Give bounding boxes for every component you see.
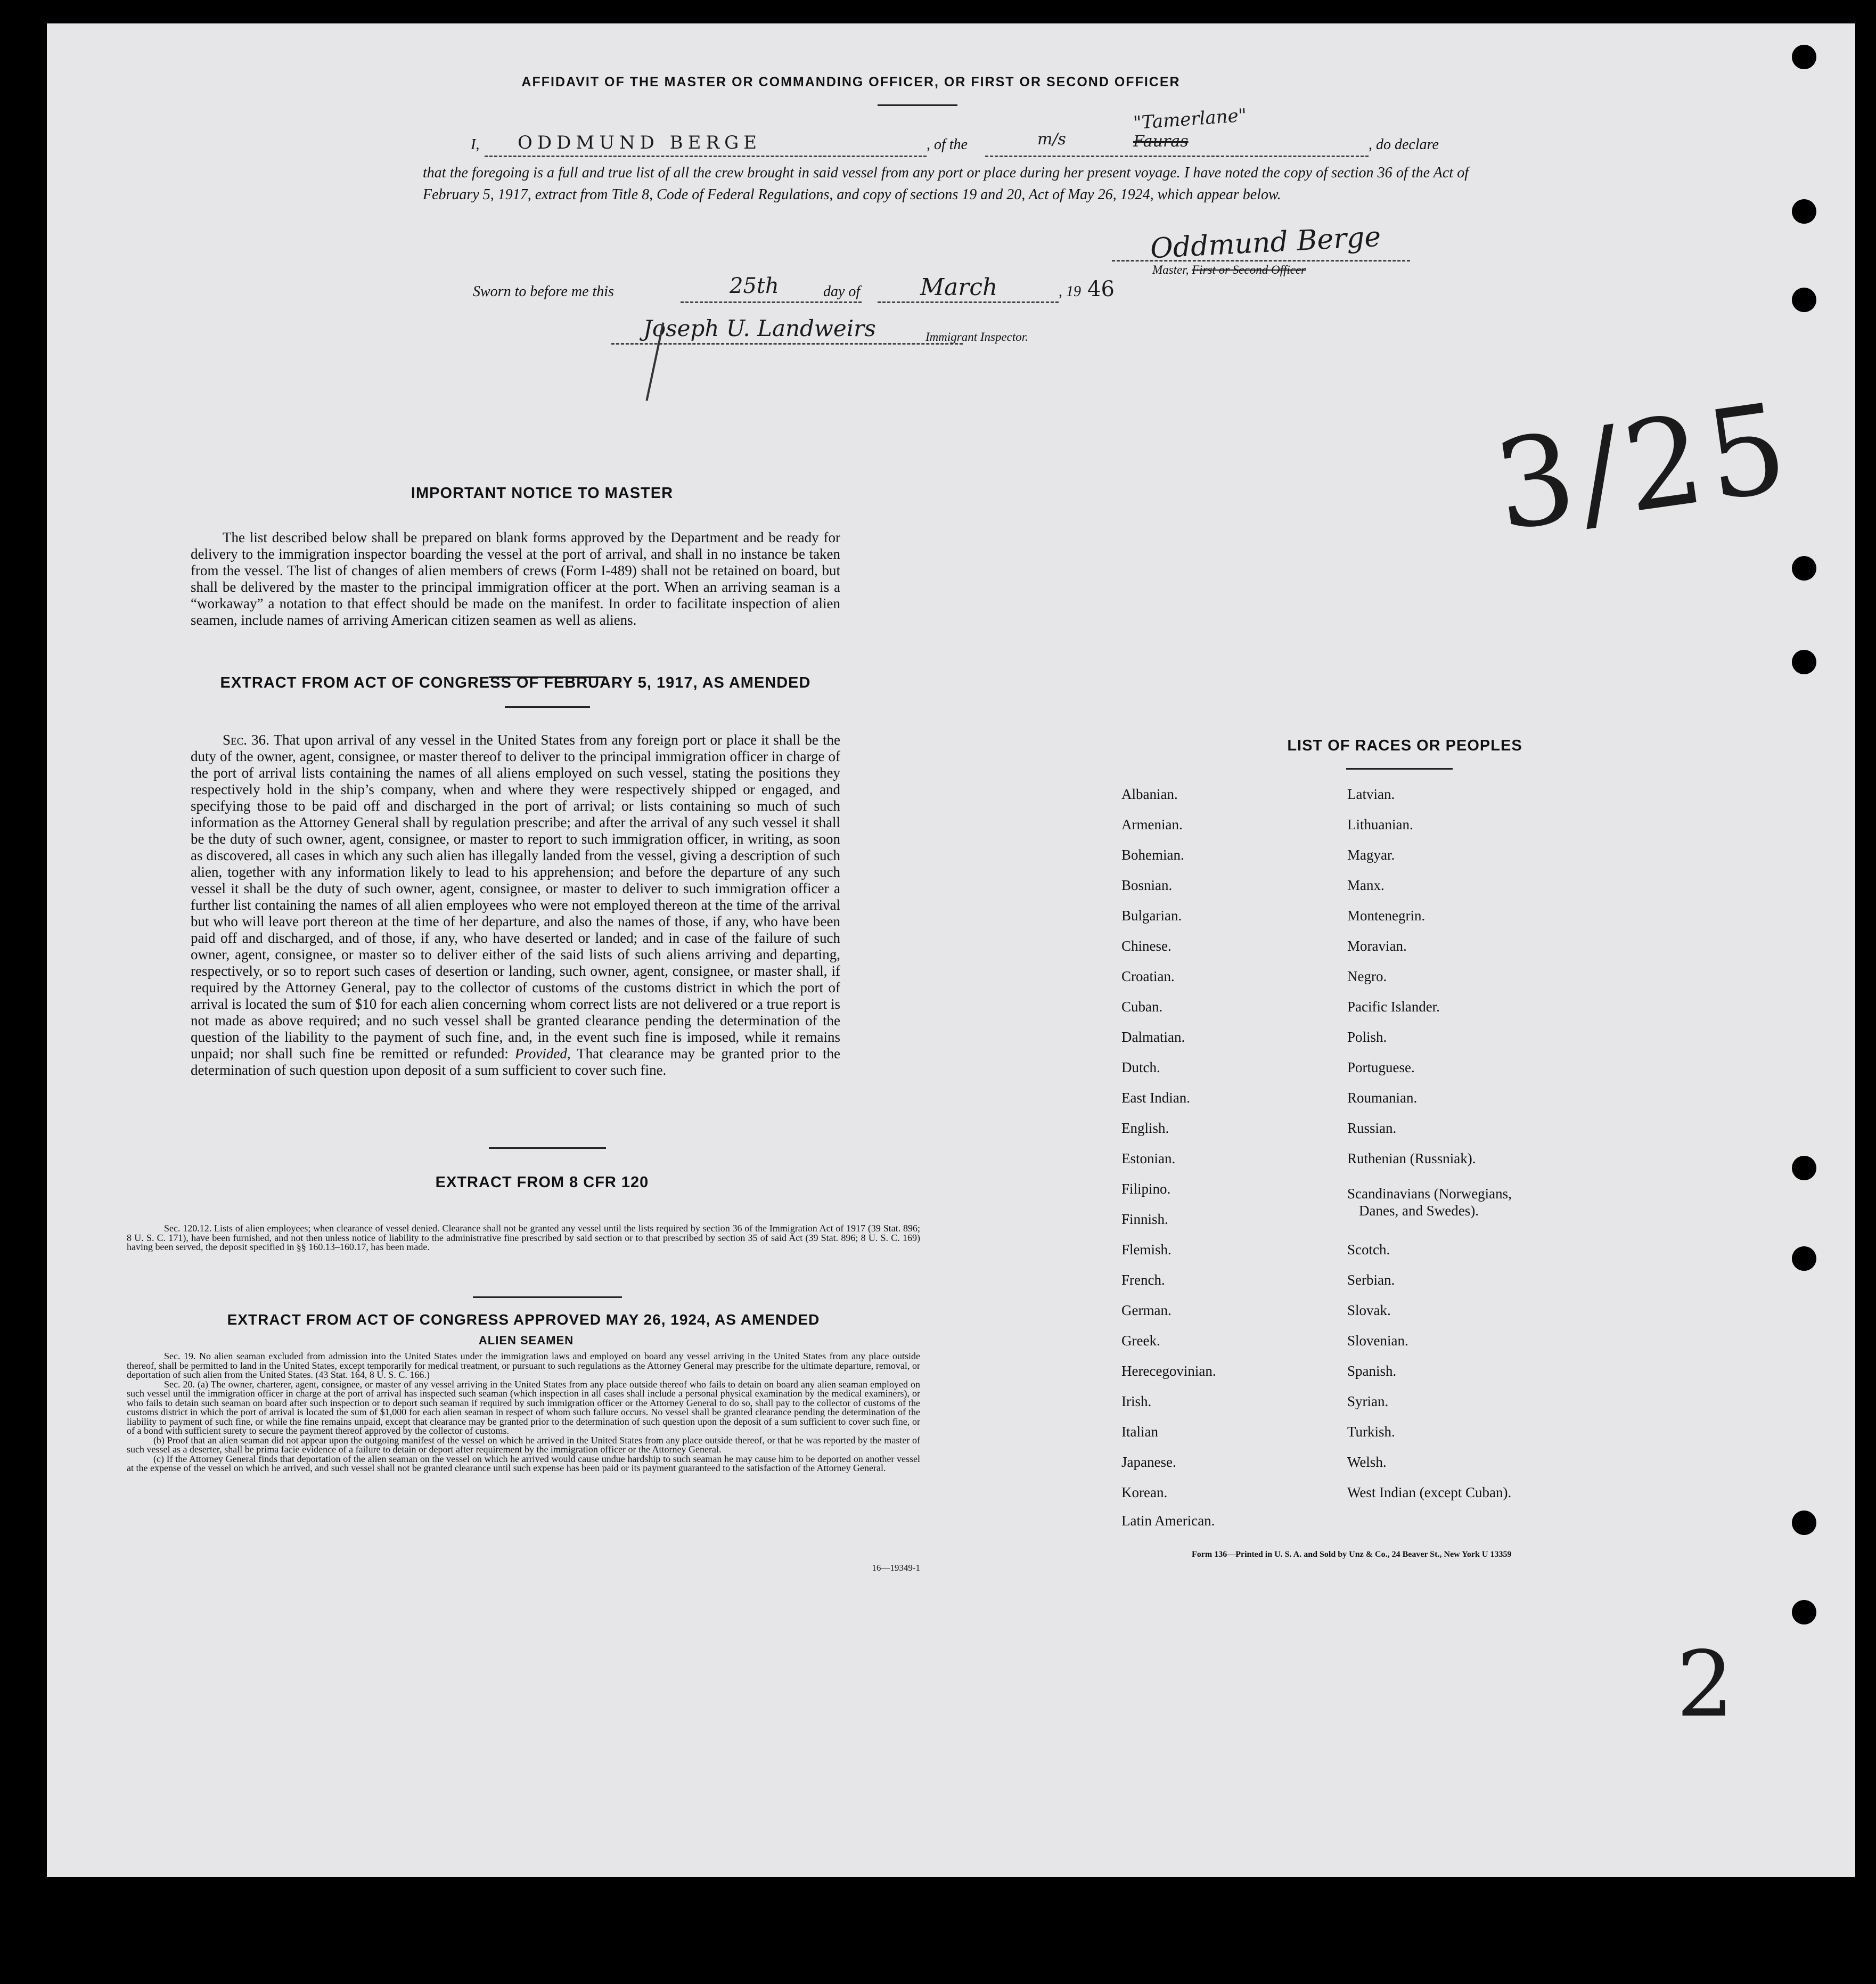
vessel-name-blank (985, 156, 1369, 157)
extract-1917-title: EXTRACT FROM ACT OF CONGRESS OF FEBRUARY 5, 1917, AS AMENDED (220, 674, 811, 691)
race-item: French. (1121, 1272, 1165, 1288)
extract-1917-end-rule (489, 1147, 606, 1149)
race-item: Japanese. (1121, 1454, 1176, 1470)
race-item: Bohemian. (1121, 847, 1184, 863)
race-item: Dutch. (1121, 1059, 1160, 1075)
sworn-label: Sworn to before me this (473, 283, 614, 300)
race-item: Pacific Islander. (1347, 999, 1440, 1015)
notice-title: IMPORTANT NOTICE TO MASTER (411, 485, 674, 502)
sworn-day: 25th (730, 274, 779, 298)
binder-hole (1792, 650, 1816, 674)
sworn-month-blank (878, 301, 1059, 303)
race-item: Spanish. (1347, 1363, 1397, 1379)
extract-cfr-text: Sec. 120.12. Lists of alien employees; when clearance of vessel denied. Clearance shall not be granted any vessel until the lists required by section 36 of the Immigration Act of 1917 (39 Stat. 896; 8 U. S. C. 171), have been furnished, and not then unless notice of liability to the administrative fine prescribed by said section or to that prescribed by section 35 of said Act (39 Stat. 896; 8 U. S. C. 169) having been served, the deposit specified in §§ 160.13–160.17, has been made. (127, 1223, 920, 1252)
inspector-signature: Joseph U. Landweirs (643, 315, 876, 341)
race-item: West Indian (except Cuban). (1347, 1484, 1512, 1500)
race-item: Armenian. (1121, 817, 1183, 832)
race-item: Flemish. (1121, 1242, 1172, 1258)
sec-36-text-b: That clearance may be granted prior to the determination of such question upon deposit of a sum sufficient to cover such fine. (191, 1046, 841, 1078)
inspector-label: Immigrant Inspector. (925, 330, 1028, 344)
race-item: Turkish. (1347, 1424, 1395, 1440)
extract-1924-body (127, 1352, 920, 1473)
race-item: English. (1121, 1120, 1169, 1136)
affidavit-title-rule (878, 104, 957, 106)
race-item: Danes, and Swedes). (1359, 1203, 1479, 1219)
i-label: I, (471, 136, 480, 153)
race-item: Serbian. (1347, 1272, 1395, 1288)
master-struck-label: First or Second Officer (1192, 263, 1306, 276)
extract-1917-rule (505, 706, 590, 708)
affidavit-body: that the foregoing is a full and true list of all the crew brought in said vessel from any port or place during her present voyage. I have noted the copy of section 36 of the Act of February 5, 1917, extract from Title 8, Code of Federal Regulations, and copy of sections 19 and 20, Act of May 26, 1924, which appear below. (423, 165, 1469, 203)
sec-36-text-a: That upon arrival of any vessel in the United States from any foreign port or place it shall be the duty of the owner, agent, consignee, or master thereof to deliver to the principal immigration officer in charge of the port of arrival lists containing the names of all aliens employed on such vessel, stating the positions they respectively hold in the ship’s company, when and where they were respectively shipped or engaged, and specifying those to be paid off and discharged in the port of arrival; or lists containing so much of such information as the Attorney General shall by regulation prescribe; and after the arrival of any such vessel it shall be the duty of such owner, agent, consignee, or master to report to such immigration officer, in writing, as soon as discovered, all cases in which any such alien has illegally landed from the vessel, giving a description of such alien, together with any information likely to lead to his apprehension; and before the departure of any such vessel it shall be the duty of such owner, agent, consignee, or master to deliver to such immigration officer a further list containing the names of all alien employees who were not employed thereon at the time of the arrival but who will leave port thereon at the time of her departure, and also the names of those, if any, who have been paid off and discharged, and of those, if any, who have deserted or landed; and in case of the failure of such owner, agent, consignee, or master so to deliver either of the said lists of such aliens arriving and departing, respectively, or so to report such cases of desertion or landing, such owner, agent, consignee, or master shall, if required by the Attorney General, pay to the collector of customs of the customs district in which the port of arrival is located the sum of $10 for each alien concerning whom correct lists are not delivered or a true report is not made as above required; and no such vessel shall be granted clearance pending the determination of the question of the liability to the payment of such fine, and, in the event such fine is imposed, while it remains unpaid; nor shall such fine be remitted or refunded: (191, 732, 841, 1062)
document-page (47, 23, 1855, 1877)
race-item: Portuguese. (1347, 1059, 1415, 1075)
race-item: Moravian. (1347, 938, 1407, 954)
binder-hole (1792, 1246, 1816, 1271)
race-item: Estonian. (1121, 1150, 1176, 1166)
race-item: Latvian. (1347, 786, 1395, 802)
date-mark: 3/25 (1487, 376, 1800, 559)
race-item: Manx. (1347, 877, 1385, 893)
master-name-blank (485, 156, 927, 157)
race-item: Slovak. (1347, 1302, 1391, 1318)
master-label: Master, (1152, 263, 1189, 276)
race-item: Scandinavians (Norwegians, (1347, 1186, 1512, 1202)
provided-label: Provided, (514, 1046, 571, 1062)
race-item: Polish. (1347, 1029, 1387, 1045)
master-title-label (1152, 263, 1306, 277)
race-item: Dalmatian. (1121, 1029, 1185, 1045)
notice-text: The list described below shall be prepared on blank forms approved by the Department and be ready for delivery to the immigration inspector boarding the vessel at the port of arrival, and shall in no instance be taken from the vessel. The list of changes of alien members of crews (Form I-489) shall not be retained on board, but shall be delivered by the master to the principal immigration officer at the port. When an arriving seaman is a “workaway” a notation to that effect should be made on the manifest. In order to facilitate inspection of alien seamen, include names of arriving American citizen seamen as well as aliens. (191, 529, 840, 628)
race-item: Chinese. (1121, 938, 1172, 954)
sec-20b-text: (b) Proof that an alien seaman did not appear upon the outgoing manifest of the vessel on which he arrived in the United States from any place outside thereof, or that he was reported by the master of such vessel as a deserter, shall be prima facie evidence of a failure to detain or deport after requirement by the immigration officer or the Attorney General. (127, 1434, 920, 1455)
races-title: LIST OF RACES OR PEOPLES (1287, 737, 1522, 754)
sworn-day-blank (681, 301, 862, 303)
race-item: Irish. (1121, 1393, 1152, 1409)
race-item: Cuban. (1121, 999, 1163, 1015)
binder-hole (1792, 556, 1816, 581)
race-item: Greek. (1121, 1333, 1160, 1349)
vessel-name: "Tamerlane" (1132, 104, 1248, 134)
race-item: Negro. (1347, 968, 1387, 984)
sec-20a-text: Sec. 20. (a) The owner, charterer, agent, consignee, or master of any vessel arriving in the United States from any place outside thereof who fails to detain on board any alien seaman employed on such vessel until the immigration officer in charge at the port of arrival has inspected such seaman (which inspection in all cases shall include a personal physical examination by the medical examiners), or who fails to detain such seaman on board after such inspection or to deport such seaman if required by such immigration officer or the Attorney General to do so, shall pay to the collector of customs of the customs district in which the port of arrival is located the sum of $1,000 for each alien seaman in respect of whom such failure occurs. No vessel shall be granted clearance pending the determination of the liability to payment of such fine, or while the fine remains unpaid, except that clearance may be granted prior to the determination of such question upon the deposit of a sum sufficient to cover such fine, or of a bond with sufficient surety to secure the payment thereof approved by the collector of customs. (127, 1378, 920, 1436)
race-item: Croatian. (1121, 968, 1175, 984)
binder-hole (1792, 288, 1816, 312)
race-item: Russian. (1347, 1120, 1397, 1136)
of-the-label: , of the (927, 136, 968, 153)
races-title-rule (1346, 768, 1453, 770)
race-item: Bosnian. (1121, 877, 1173, 893)
vessel-name-struck: Fauras (1133, 132, 1189, 151)
form-code: 16—19349-1 (872, 1563, 920, 1573)
race-item: Herecegovinian. (1121, 1363, 1216, 1379)
race-item: Magyar. (1347, 847, 1395, 863)
race-item: Syrian. (1347, 1393, 1389, 1409)
binder-hole (1792, 1511, 1816, 1535)
extract-1924-subtitle: ALIEN SEAMEN (478, 1334, 574, 1347)
day-of-label: day of (823, 283, 861, 300)
master-signature: Oddmund Berge (1149, 221, 1382, 265)
master-signature-line (1112, 260, 1410, 262)
race-item: Scotch. (1347, 1242, 1390, 1258)
race-item: Albanian. (1121, 786, 1178, 802)
page-number: 2 (1676, 1632, 1734, 1737)
race-item: Lithuanian. (1347, 817, 1413, 832)
race-item: German. (1121, 1302, 1172, 1318)
race-item: Welsh. (1347, 1454, 1387, 1470)
sworn-month: March (920, 274, 998, 301)
race-item: Bulgarian. (1121, 908, 1182, 924)
race-item: Roumanian. (1347, 1090, 1418, 1106)
race-item: Ruthenian (Russniak). (1347, 1150, 1476, 1166)
inspector-signature-line (611, 343, 963, 345)
race-item: Korean. (1121, 1484, 1168, 1500)
binder-hole (1792, 1156, 1816, 1180)
race-item: Montenegrin. (1347, 908, 1426, 924)
race-item: Finnish. (1121, 1211, 1168, 1227)
sec-20c-text: (c) If the Attorney General finds that deportation of the alien seaman on the vessel on which he arrived would cause undue hardship to such seaman he may cause him to be deported on another vessel at the expense of the vessel on which he arrived, and such vessel shall not be granted clearance until such expense has been paid or its payment guaranteed to the satisfaction of the Attorney General. (127, 1453, 920, 1473)
race-item: Italian (1121, 1424, 1158, 1440)
extract-cfr-rule (473, 1296, 622, 1298)
vessel-prefix: m/s (1037, 130, 1066, 149)
printer-footer: Form 136—Printed in U. S. A. and Sold by Unz & Co., 24 Beaver St., New York U 13359 (1192, 1550, 1512, 1559)
binder-hole (1792, 1600, 1816, 1624)
binder-hole (1792, 199, 1816, 224)
year-prefix: , 19 (1059, 283, 1081, 300)
binder-hole (1792, 45, 1816, 69)
extract-1924-title: EXTRACT FROM ACT OF CONGRESS APPROVED MAY 26, 1924, AS AMENDED (227, 1311, 820, 1328)
race-item: East Indian. (1121, 1090, 1190, 1106)
sec-36-label: Sec. 36. (223, 732, 269, 748)
year-suffix: 46 (1087, 277, 1115, 301)
race-item: Slovenian. (1347, 1333, 1408, 1349)
affidavit-title: AFFIDAVIT OF THE MASTER OR COMMANDING OFFICER, OR FIRST OR SECOND OFFICER (521, 75, 1181, 89)
race-item: Filipino. (1121, 1181, 1171, 1197)
sec-19-text: Sec. 19. No alien seaman excluded from admission into the United States under the immigration laws and employed on board any vessel arriving in the United States from any place outside thereof, shall be permitted to land in the United States, except temporarily for medical treatment, or pursuant to such regulations as the Attorney General may prescribe for the ultimate departure, removal, or deportation of such alien from the United States. (43 Stat. 164, 8 U. S. C. 166.) (127, 1351, 920, 1380)
master-name: ODDMUND BERGE (518, 132, 762, 153)
extract-cfr-title: EXTRACT FROM 8 CFR 120 (435, 1174, 649, 1191)
extract-1917-text (191, 732, 840, 1079)
do-declare-label: , do declare (1369, 136, 1439, 153)
race-item: Latin American. (1121, 1513, 1215, 1529)
